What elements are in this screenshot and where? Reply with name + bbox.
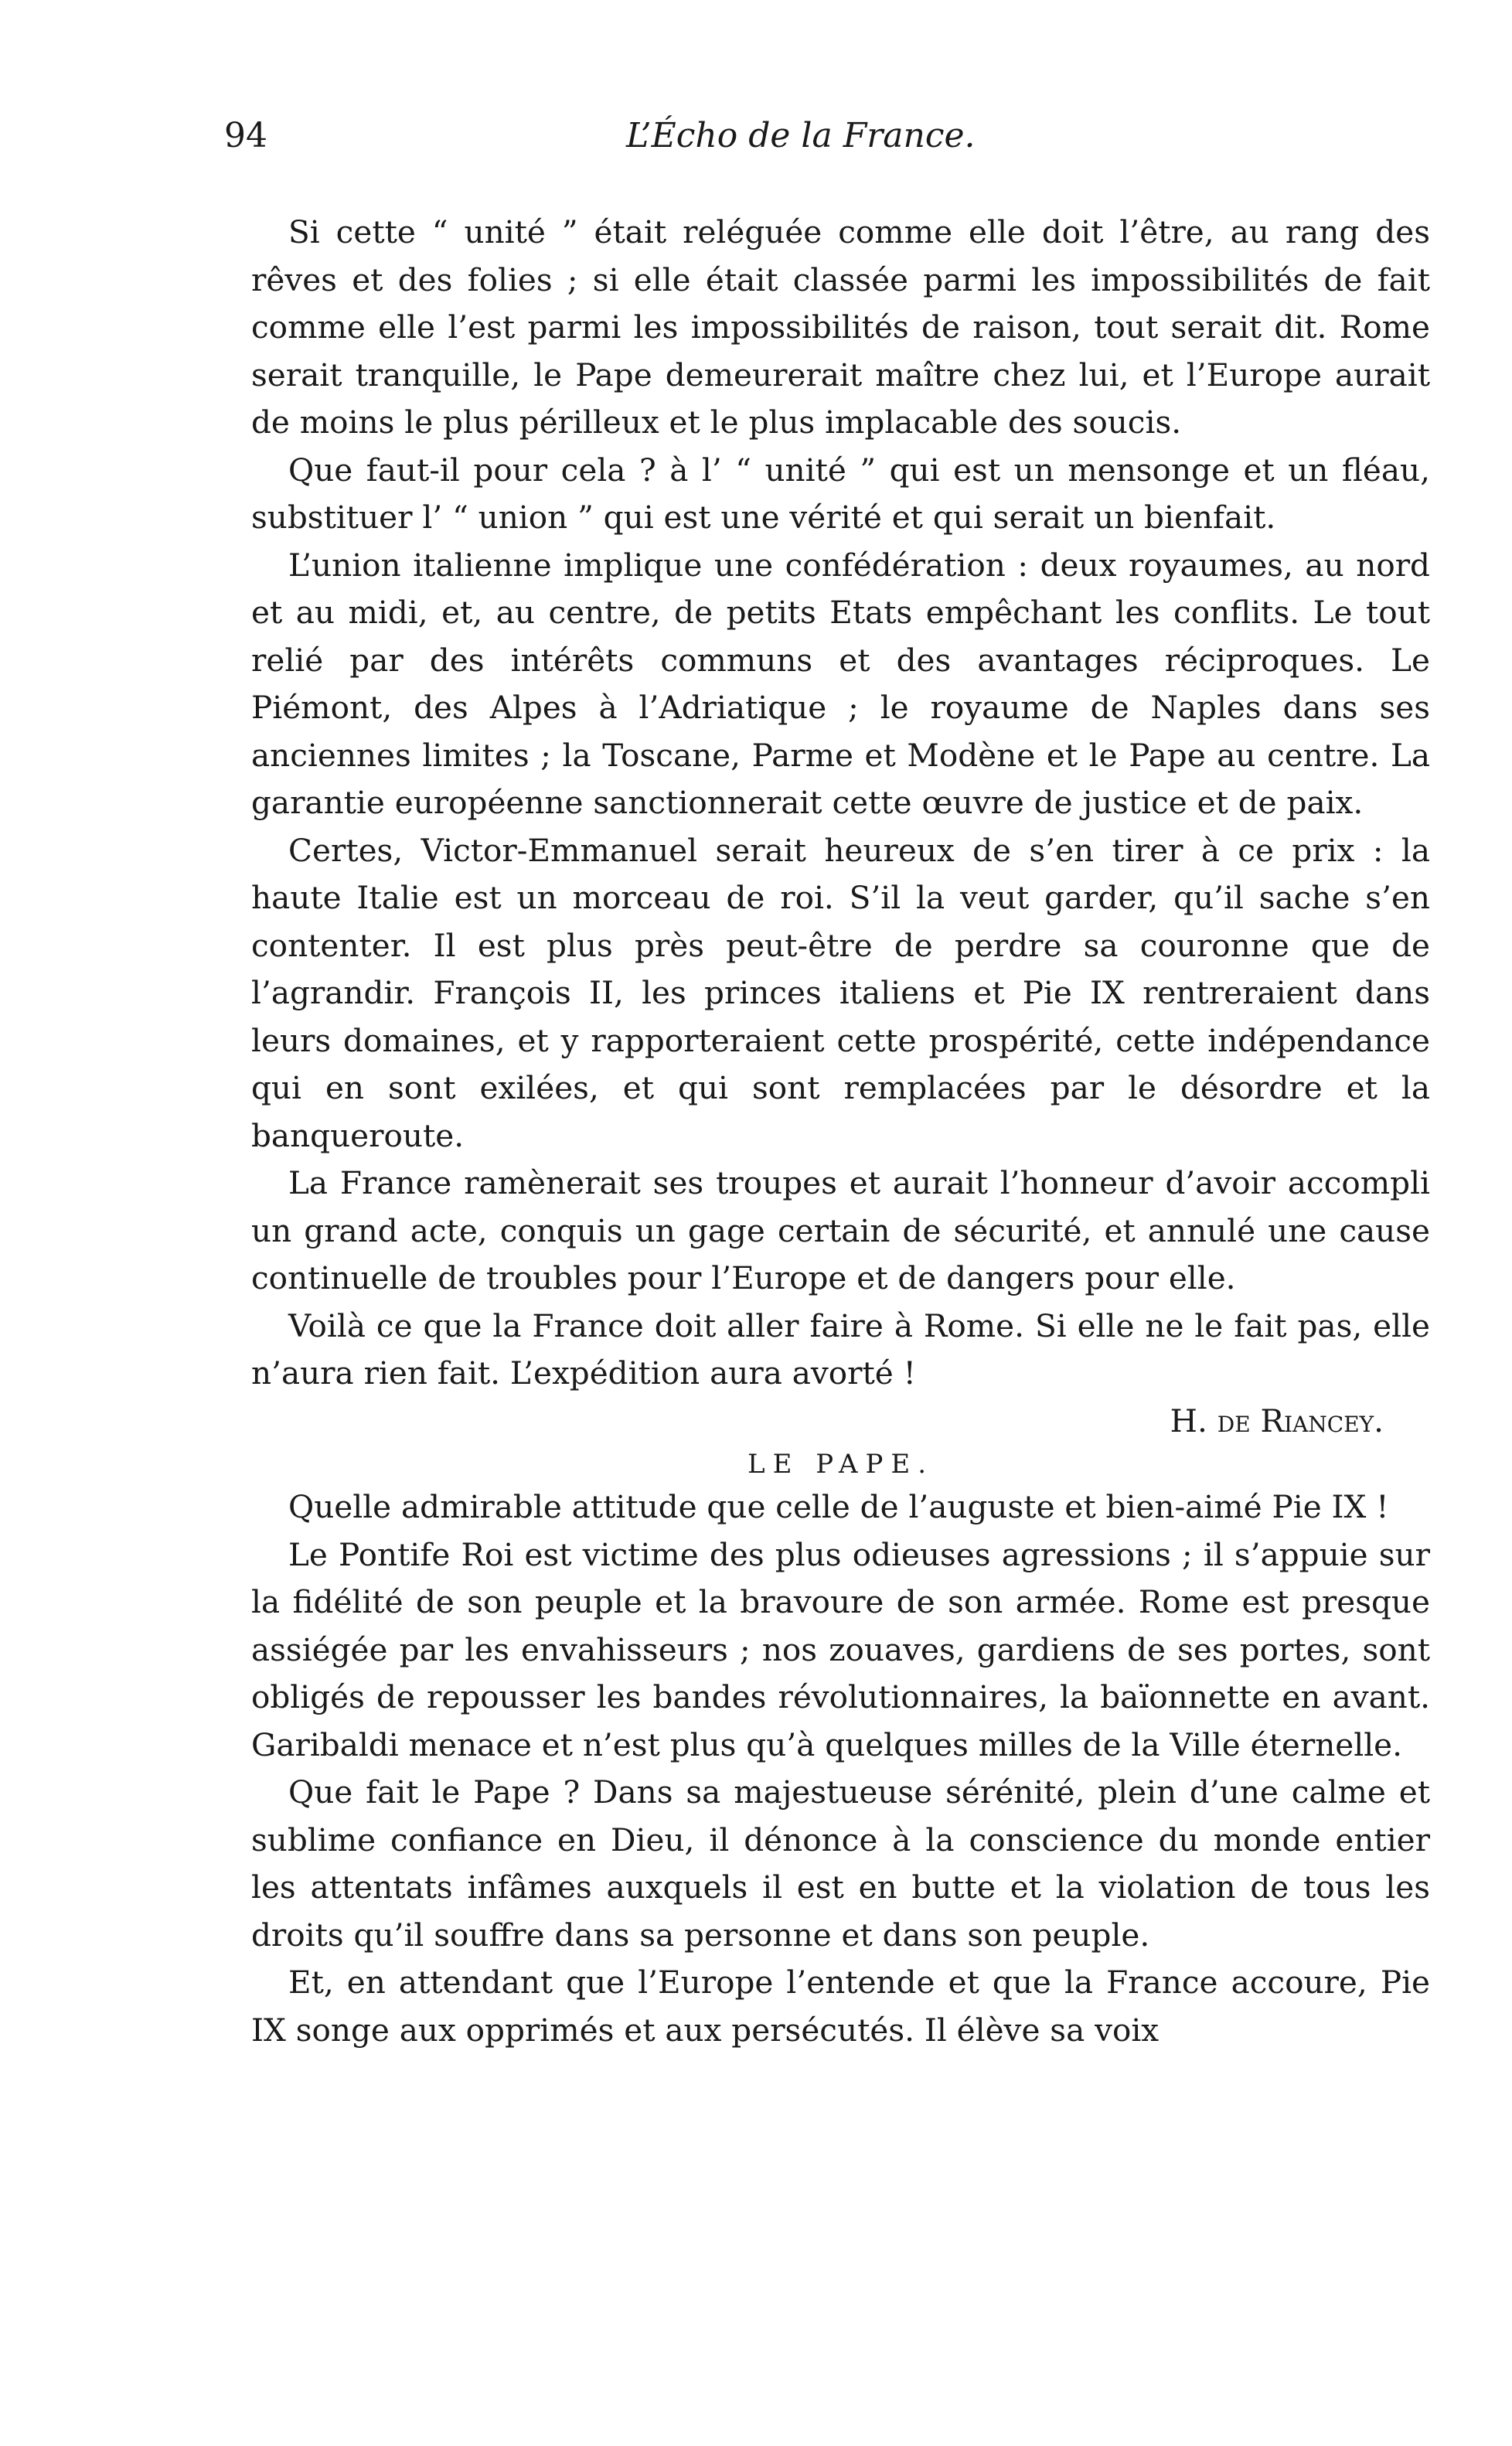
paragraph: Certes, Victor-Emmanuel serait heureux de s’en tirer à ce prix : la haute Italie est un morceau de roi. S’il la veut garder, qu’il sache s’en contenter. Il est plus près peut-être de perdre sa couronne que de l’agrandir. François II, les princes italiens et Pie IX rentreraient dans leurs domaines, et y rapporteraient cette prospérité, cette indépendance qui en sont exilées, et qui sont remplacées par le désordre et la banqueroute. <box>251 831 1430 1154</box>
article-italian-union <box>251 209 1430 1445</box>
paragraph: Que fait le Pape ? Dans sa majestueuse sérénité, plein d’une calme et sublime confiance en Dieu, il dénonce à la conscience du monde entier les attentats infâmes auxquels il est en butte et la violation de tous les droits qu’il souffre dans sa personne et dans son peuple. <box>251 1773 1430 1954</box>
paragraph: La France ramènerait ses troupes et aurait l’honneur d’avoir accompli un grand acte, conquis un gage certain de sécurité, et annulé une cause continuelle de troubles pour l’Europe et de dangers pour elle. <box>251 1164 1430 1296</box>
paragraph: Si cette “ unité ” était reléguée comme elle doit l’être, au rang des rêves et des folies ; si elle était classée parmi les impossibilités de fait comme elle l’est parmi les impossibilités de raison, tout serait dit. Rome serait tranquille, le Pape demeurerait maître chez lui, et l’Europe aurait de moins le plus périlleux et le plus implacable des soucis. <box>251 213 1430 441</box>
paragraph: Le Pontife Roi est victime des plus odieuses agressions ; il s’appuie sur la fidélité de son peuple et la bravoure de son armée. Rome est presque assiégée par les envahisseurs ; nos zouaves, gardiens de ses portes, sont obligés de repousser les bandes révolutionnaires, la baïonnette en avant. Garibaldi menace et n’est plus qu’à quelques milles de la Ville éternelle. <box>251 1535 1430 1763</box>
paragraph: Quelle admirable attitude que celle de l’auguste et bien-aimé Pie IX ! <box>288 1488 1389 1525</box>
paragraph: Que faut-il pour cela ? à l’ “ unité ” qui est un mensonge et un fléau, substituer l’ “ union ” qui est une vérité et qui serait un bienfait. <box>251 451 1430 536</box>
article-le-pape <box>251 1445 1430 2054</box>
section-heading: LE PAPE. <box>747 1449 935 1480</box>
page-header <box>224 116 1422 170</box>
paragraph: Et, en attendant que l’Europe l’entende et que la France accoure, Pie IX songe aux opprimés et aux persécutés. Il élève sa voix <box>251 1964 1430 2049</box>
page-body <box>251 209 1430 2054</box>
paragraph: Voilà ce que la France doit aller faire à Rome. Si elle ne le fait pas, elle n’aura rien fait. L’expédition aura avorté ! <box>251 1306 1430 1392</box>
author-signature: H. de Riancey. <box>1170 1402 1384 1439</box>
paragraph: L’union italienne implique une confédération : deux royaumes, au nord et au midi, et, au centre, de petits Etats empêchant les conflits. Le tout relié par des intérêts communs et des avantages réciproques. Le Piémont, des Alpes à l’Adriatique ; le royaume de Naples dans ses anciennes limites ; la Toscane, Parme et Modène et le Pape au centre. La garantie européenne sanctionnerait cette œuvre de justice et de paix. <box>251 546 1430 821</box>
running-title: L’Écho de la France. <box>626 116 976 155</box>
page-number: 94 <box>224 116 267 155</box>
